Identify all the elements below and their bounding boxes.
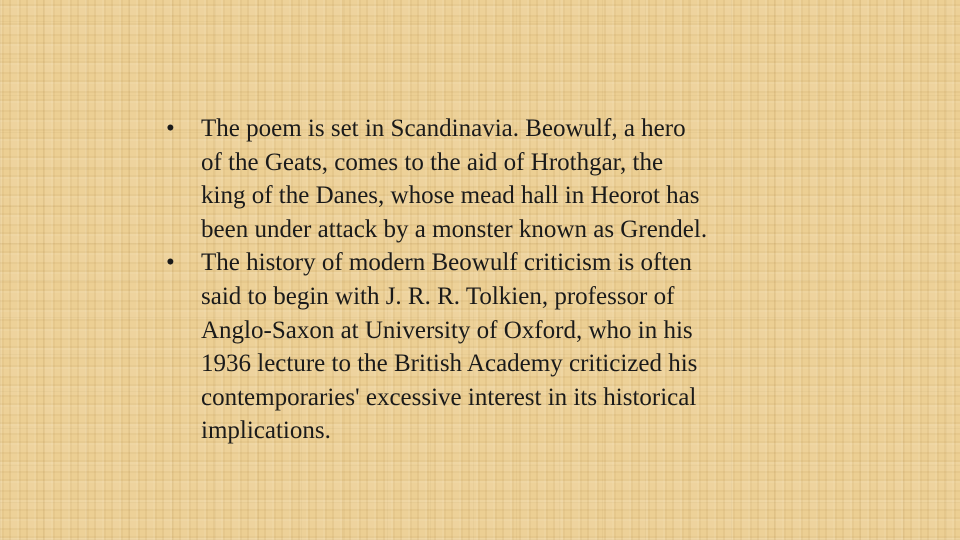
text-line: implications.	[201, 417, 331, 445]
text-line: Anglo-Saxon at University of Oxford, who in his	[201, 316, 693, 344]
bullet-item-criticism	[166, 246, 786, 448]
text-line: of the Geats, comes to the aid of Hrothgar, the	[201, 148, 664, 176]
text-line: The history of modern Beowulf criticism is often	[201, 249, 692, 277]
text-line: king of the Danes, whose mead hall in Heorot has	[201, 182, 700, 210]
text-line: been under attack by a monster known as Grendel.	[201, 215, 708, 243]
bullet-icon: •	[166, 249, 175, 277]
bullet-item-setting	[166, 112, 786, 246]
text-line: contemporaries' excessive interest in its historical	[201, 383, 697, 411]
bullet-icon: •	[166, 115, 175, 142]
slide-body	[166, 112, 786, 448]
text-line: 1936 lecture to the British Academy criticized his	[201, 350, 698, 378]
text-line: The poem is set in Scandinavia. Beowulf, a hero	[201, 115, 686, 142]
bullet-list	[166, 112, 786, 448]
text-line: said to begin with J. R. R. Tolkien, professor of	[201, 282, 675, 310]
